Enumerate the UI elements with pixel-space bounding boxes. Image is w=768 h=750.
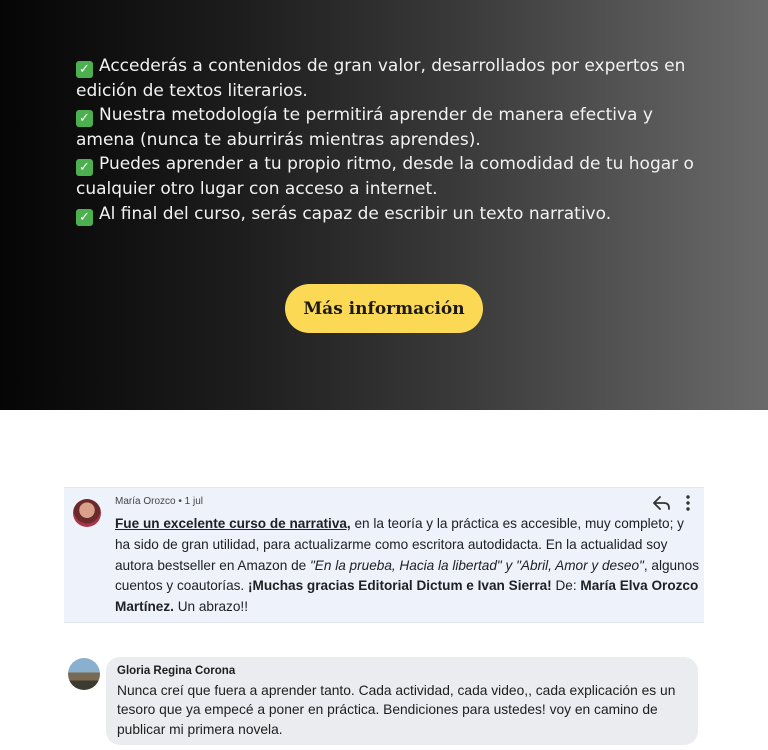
benefit-text: Nuestra metodología te permitirá aprender de manera efectiva y amena (nunca te aburrirás mientras aprendes). — [76, 105, 653, 150]
benefit-item — [76, 54, 716, 103]
benefits-list — [76, 54, 716, 226]
check-mark-icon: ✓ — [76, 209, 93, 226]
avatar — [73, 499, 101, 527]
testimonial-text: Nunca creí que fuera a aprender tanto. Cada actividad, cada video,, cada explicación es un tesoro que ya empecé a poner en práctica. Bendiciones para ustedes! voy en camino de publicar mi primera novela. — [117, 683, 676, 737]
book-titles: "En la prueba, Hacia la libertad" y "Abril, Amor y deseo" — [309, 557, 644, 573]
benefit-text: Accederás a contenidos de gran valor, desarrollados por expertos en edición de textos literarios. — [76, 56, 686, 101]
thanks-text: ¡Muchas gracias Editorial Dictum e Ivan Sierra! — [248, 578, 552, 594]
comment-meta — [115, 496, 203, 507]
benefit-text: Al final del curso, serás capaz de escribir un texto narrativo. — [99, 203, 612, 224]
comment-date: 1 jul — [184, 496, 203, 507]
highlight-underline: Fue un excelente curso de narrativa, — [115, 516, 351, 531]
testimonial-card — [64, 487, 704, 623]
author-name: Gloria Regina Corona — [117, 665, 236, 677]
benefit-item — [76, 152, 716, 201]
reply-icon[interactable] — [652, 494, 672, 512]
text-segment: Un abrazo!! — [173, 599, 248, 615]
testimonial-card — [64, 650, 704, 750]
meta-separator: • — [175, 496, 185, 507]
testimonial-text — [115, 514, 700, 618]
check-mark-icon: ✓ — [76, 61, 93, 78]
text-segment: en la teoría y la práctica es accesible, muy completo; y ha sido de gran utilidad, para actualizarme como escritora autodidacta. En la actualidad soy autora bestseller en Amazon de — [115, 516, 684, 573]
check-mark-icon: ✓ — [76, 159, 93, 176]
benefit-item — [76, 202, 716, 227]
more-options-icon[interactable] — [682, 494, 694, 512]
more-info-button[interactable]: Más información — [285, 284, 483, 333]
avatar — [68, 658, 100, 690]
comment-bubble — [106, 657, 698, 745]
check-mark-icon: ✓ — [76, 110, 93, 127]
author-name: María Orozco — [115, 496, 176, 507]
benefit-item — [76, 103, 716, 152]
benefit-text: Puedes aprender a tu propio ritmo, desde la comodidad de tu hogar o cualquier otro lugar con acceso a internet. — [76, 154, 694, 199]
signature-name: María Elva Orozco Martínez. — [115, 578, 699, 615]
text-segment: De: — [551, 578, 581, 594]
text-segment: , algunos cuentos y coautorías. — [115, 557, 700, 594]
